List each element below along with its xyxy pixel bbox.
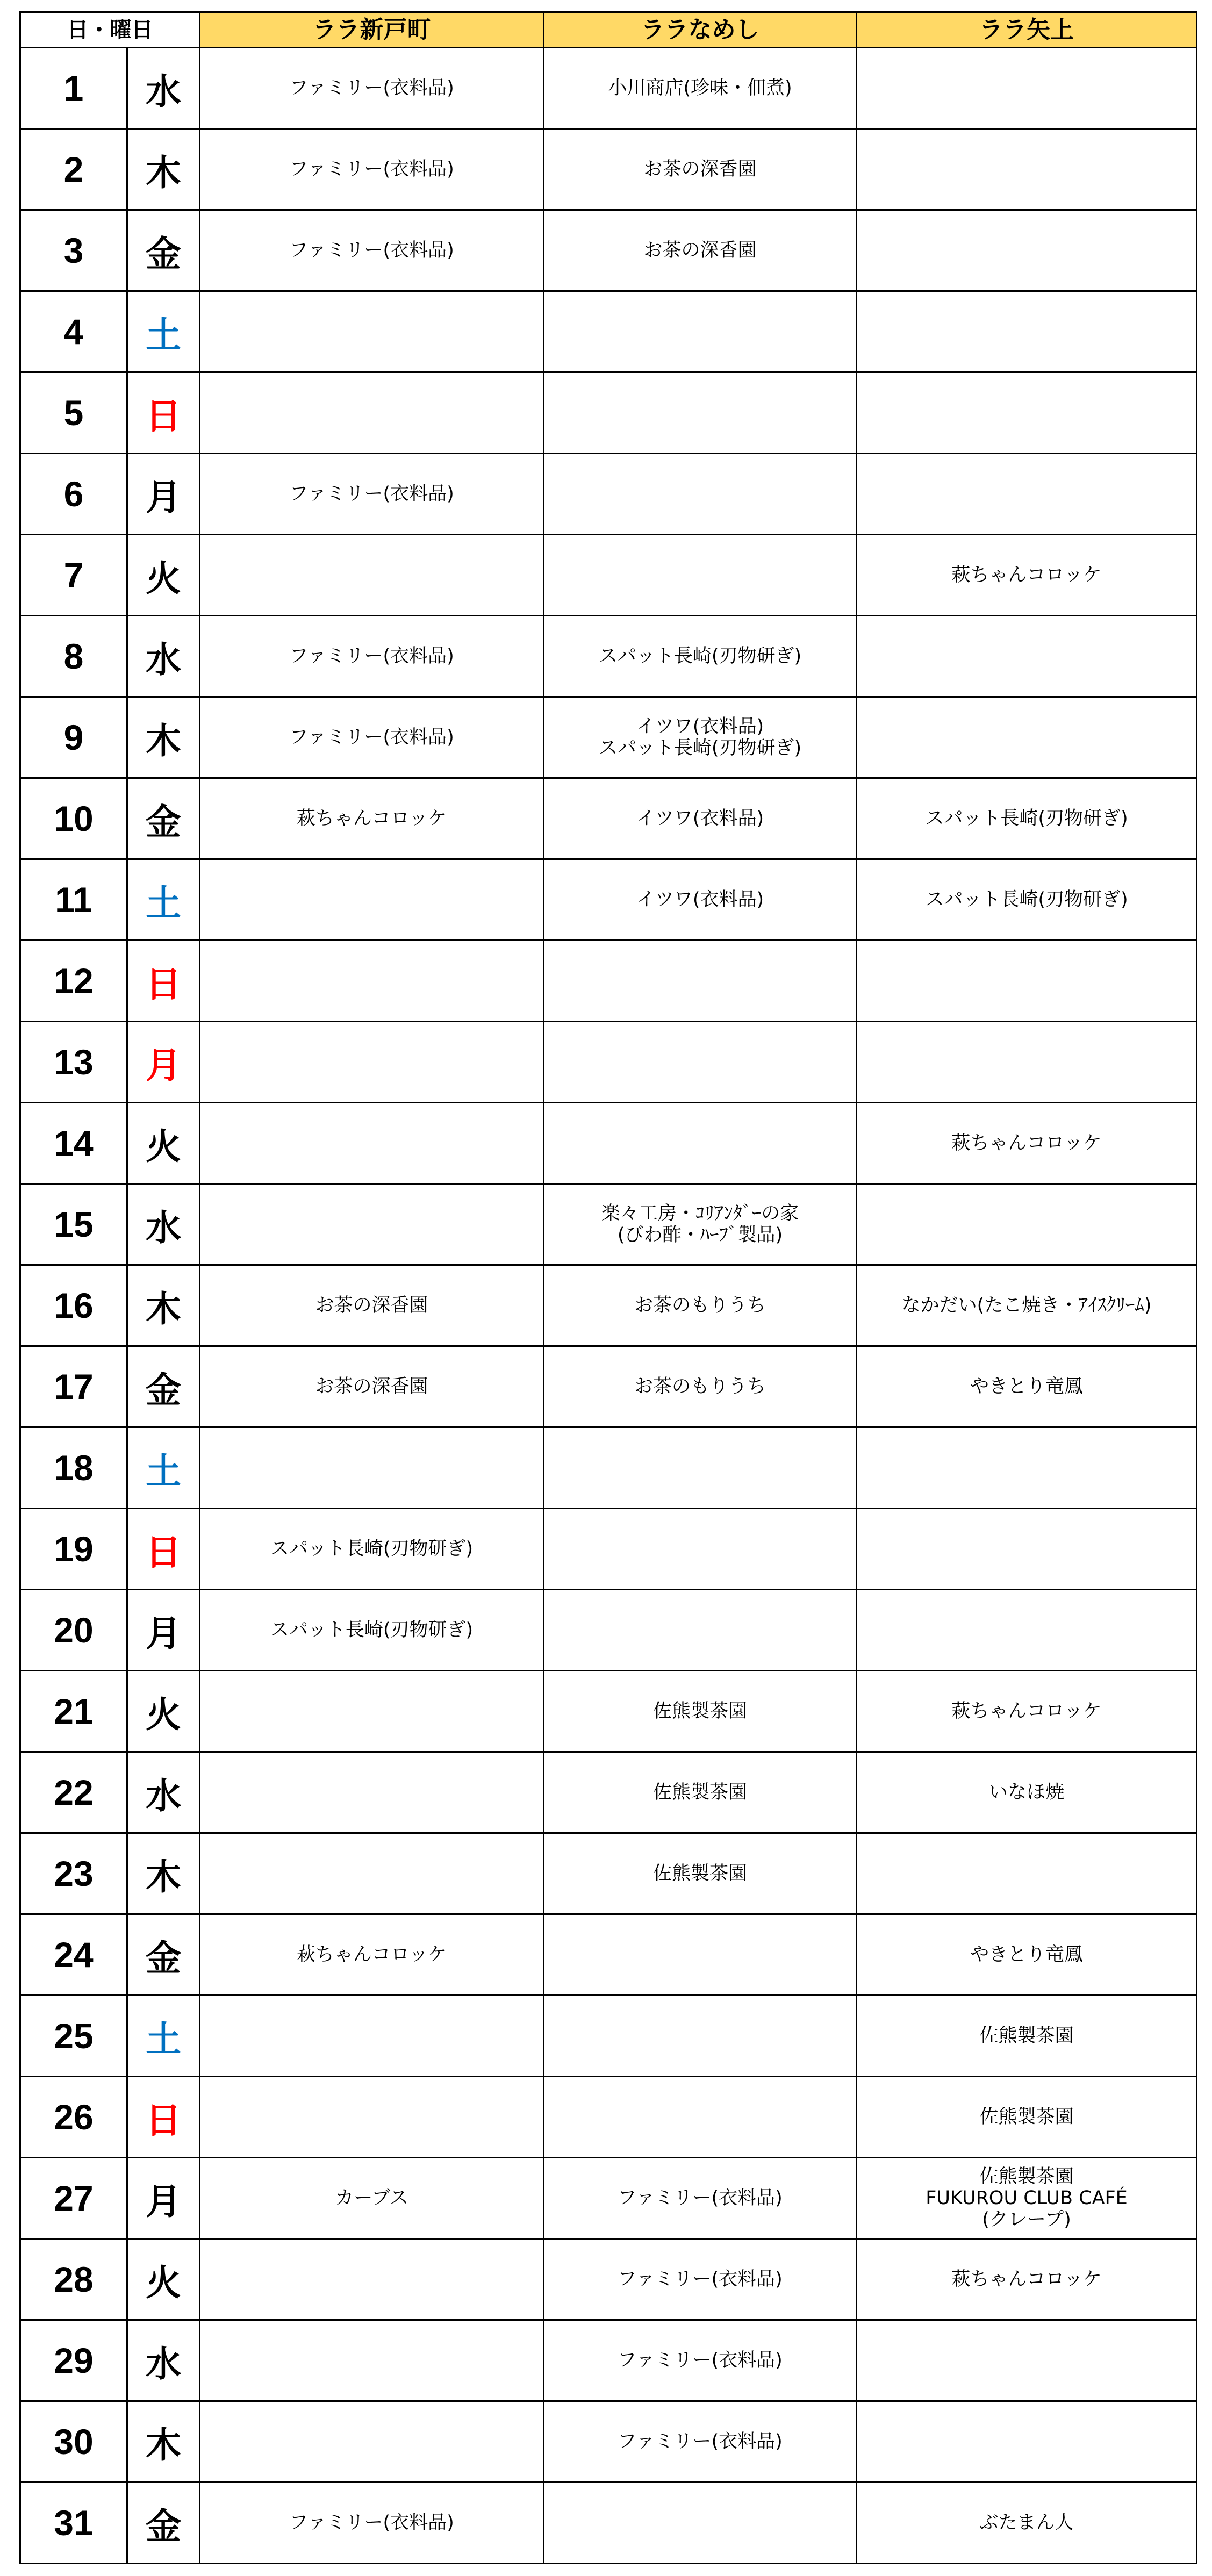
day-number: 7 (20, 535, 127, 616)
event-cell-shintomachi (200, 2320, 544, 2401)
table-row (20, 1914, 1197, 1996)
weekday-label: 木 (127, 1833, 200, 1914)
day-number: 10 (20, 778, 127, 859)
day-number: 27 (20, 2158, 127, 2239)
event-cell-shintomachi: ファミリー(衣料品) (200, 616, 544, 697)
table-row (20, 697, 1197, 778)
event-cell-nameshi (544, 1509, 857, 1590)
event-cell-shintomachi: ファミリー(衣料品) (200, 454, 544, 535)
table-row (20, 210, 1197, 291)
table-row (20, 1509, 1197, 1590)
event-cell-nameshi: 小川商店(珍味・佃煮) (544, 48, 857, 129)
day-number: 30 (20, 2401, 127, 2482)
day-number: 6 (20, 454, 127, 535)
event-cell-yagami: 佐熊製茶園 (857, 1996, 1197, 2077)
table-row (20, 1346, 1197, 1427)
day-number: 21 (20, 1671, 127, 1752)
event-cell-shintomachi (200, 2239, 544, 2320)
day-number: 18 (20, 1427, 127, 1509)
event-cell-shintomachi: 萩ちゃんコロッケ (200, 1914, 544, 1996)
table-row (20, 1671, 1197, 1752)
event-cell-nameshi: 佐熊製茶園 (544, 1833, 857, 1914)
weekday-label: 木 (127, 1265, 200, 1346)
event-cell-nameshi: イツワ(衣料品) (544, 859, 857, 941)
event-cell-shintomachi: カーブス (200, 2158, 544, 2239)
event-cell-nameshi (544, 1022, 857, 1103)
day-number: 24 (20, 1914, 127, 1996)
weekday-label: 金 (127, 1914, 200, 1996)
event-cell-nameshi: スパット長崎(刃物研ぎ) (544, 616, 857, 697)
day-number: 3 (20, 210, 127, 291)
header-row (20, 12, 1197, 48)
event-cell-yagami (857, 1427, 1197, 1509)
event-cell-yagami (857, 454, 1197, 535)
event-cell-yagami: スパット長崎(刃物研ぎ) (857, 778, 1197, 859)
table-row (20, 1752, 1197, 1833)
weekday-label: 金 (127, 2482, 200, 2564)
weekday-label: 火 (127, 2239, 200, 2320)
event-cell-nameshi: ファミリー(衣料品) (544, 2320, 857, 2401)
weekday-label: 木 (127, 2401, 200, 2482)
event-cell-nameshi: 佐熊製茶園 (544, 1752, 857, 1833)
day-number: 17 (20, 1346, 127, 1427)
day-number: 31 (20, 2482, 127, 2564)
event-cell-yagami (857, 291, 1197, 372)
table-row (20, 454, 1197, 535)
event-cell-shintomachi (200, 1184, 544, 1265)
event-cell-nameshi: お茶の深香園 (544, 129, 857, 210)
table-row (20, 1184, 1197, 1265)
table-row (20, 2401, 1197, 2482)
weekday-label: 月 (127, 1022, 200, 1103)
event-cell-yagami (857, 129, 1197, 210)
event-cell-yagami: 佐熊製茶園 FUKUROU CLUB CAFÉ (クレープ) (857, 2158, 1197, 2239)
table-row (20, 2482, 1197, 2564)
event-cell-shintomachi: ファミリー(衣料品) (200, 210, 544, 291)
event-cell-shintomachi (200, 1022, 544, 1103)
table-row (20, 372, 1197, 454)
event-cell-nameshi (544, 372, 857, 454)
weekday-label: 木 (127, 129, 200, 210)
weekday-label: 金 (127, 778, 200, 859)
weekday-label: 水 (127, 48, 200, 129)
weekday-label: 金 (127, 1346, 200, 1427)
table-row (20, 778, 1197, 859)
event-cell-nameshi (544, 1914, 857, 1996)
weekday-label: 水 (127, 1752, 200, 1833)
table-header (20, 12, 1197, 48)
event-cell-yagami (857, 616, 1197, 697)
weekday-label: 土 (127, 1427, 200, 1509)
table-row (20, 1996, 1197, 2077)
event-cell-yagami (857, 1184, 1197, 1265)
day-number: 8 (20, 616, 127, 697)
event-cell-shintomachi (200, 1833, 544, 1914)
day-number: 12 (20, 941, 127, 1022)
table-row (20, 859, 1197, 941)
table-row (20, 2077, 1197, 2158)
table-row (20, 535, 1197, 616)
event-cell-nameshi: お茶のもりうち (544, 1346, 857, 1427)
date-weekday-header: 日・曜日 (20, 12, 200, 48)
event-cell-yagami: 萩ちゃんコロッケ (857, 535, 1197, 616)
event-cell-shintomachi (200, 859, 544, 941)
table-row (20, 1427, 1197, 1509)
day-number: 20 (20, 1590, 127, 1671)
event-cell-yagami (857, 1022, 1197, 1103)
event-cell-yagami: 佐熊製茶園 (857, 2077, 1197, 2158)
event-cell-yagami: いなほ焼 (857, 1752, 1197, 1833)
day-number: 26 (20, 2077, 127, 2158)
event-cell-shintomachi: ファミリー(衣料品) (200, 697, 544, 778)
table-row (20, 1022, 1197, 1103)
event-cell-nameshi (544, 1590, 857, 1671)
event-cell-nameshi: ファミリー(衣料品) (544, 2158, 857, 2239)
weekday-label: 日 (127, 372, 200, 454)
weekday-label: 火 (127, 1671, 200, 1752)
event-cell-shintomachi (200, 2401, 544, 2482)
table-row (20, 291, 1197, 372)
weekday-label: 金 (127, 210, 200, 291)
event-cell-nameshi: お茶のもりうち (544, 1265, 857, 1346)
event-cell-shintomachi (200, 372, 544, 454)
table-row (20, 2320, 1197, 2401)
event-cell-shintomachi: ファミリー(衣料品) (200, 2482, 544, 2564)
table-row (20, 1265, 1197, 1346)
day-number: 23 (20, 1833, 127, 1914)
weekday-label: 水 (127, 2320, 200, 2401)
event-cell-shintomachi (200, 1103, 544, 1184)
day-number: 22 (20, 1752, 127, 1833)
event-cell-nameshi (544, 2482, 857, 2564)
event-cell-yagami (857, 1833, 1197, 1914)
weekday-label: 木 (127, 697, 200, 778)
day-number: 11 (20, 859, 127, 941)
event-cell-yagami (857, 2320, 1197, 2401)
table-row (20, 1103, 1197, 1184)
day-number: 19 (20, 1509, 127, 1590)
event-cell-shintomachi: スパット長崎(刃物研ぎ) (200, 1509, 544, 1590)
day-number: 9 (20, 697, 127, 778)
event-cell-shintomachi: スパット長崎(刃物研ぎ) (200, 1590, 544, 1671)
day-number: 28 (20, 2239, 127, 2320)
day-number: 4 (20, 291, 127, 372)
table-row (20, 616, 1197, 697)
day-number: 13 (20, 1022, 127, 1103)
event-cell-yagami: やきとり竜鳳 (857, 1914, 1197, 1996)
schedule-body (20, 48, 1197, 2564)
event-cell-shintomachi (200, 1752, 544, 1833)
event-cell-nameshi (544, 1996, 857, 2077)
event-cell-yagami: なかだい(たこ焼き・ｱｲｽｸﾘｰﾑ) (857, 1265, 1197, 1346)
weekday-label: 土 (127, 859, 200, 941)
event-cell-nameshi: イツワ(衣料品) (544, 778, 857, 859)
event-cell-shintomachi: ファミリー(衣料品) (200, 48, 544, 129)
store-header-yagami: ララ矢上 (857, 12, 1197, 48)
table-row (20, 1590, 1197, 1671)
event-cell-nameshi (544, 1103, 857, 1184)
day-number: 29 (20, 2320, 127, 2401)
event-cell-yagami (857, 941, 1197, 1022)
event-cell-shintomachi (200, 291, 544, 372)
event-cell-nameshi (544, 1427, 857, 1509)
weekday-label: 日 (127, 941, 200, 1022)
table-row (20, 129, 1197, 210)
event-cell-shintomachi (200, 1427, 544, 1509)
weekday-label: 月 (127, 2158, 200, 2239)
event-cell-yagami (857, 48, 1197, 129)
weekday-label: 水 (127, 1184, 200, 1265)
event-cell-yagami: 萩ちゃんコロッケ (857, 1103, 1197, 1184)
event-cell-shintomachi (200, 535, 544, 616)
event-cell-yagami (857, 210, 1197, 291)
weekday-label: 土 (127, 291, 200, 372)
weekday-label: 火 (127, 535, 200, 616)
day-number: 5 (20, 372, 127, 454)
store-header-nameshi: ララなめし (544, 12, 857, 48)
table-row (20, 48, 1197, 129)
weekday-label: 水 (127, 616, 200, 697)
event-cell-yagami: 萩ちゃんコロッケ (857, 2239, 1197, 2320)
event-cell-nameshi (544, 454, 857, 535)
day-number: 2 (20, 129, 127, 210)
day-number: 15 (20, 1184, 127, 1265)
event-cell-nameshi (544, 291, 857, 372)
event-cell-shintomachi (200, 1671, 544, 1752)
event-cell-nameshi: 佐熊製茶園 (544, 1671, 857, 1752)
weekday-label: 土 (127, 1996, 200, 2077)
day-number: 14 (20, 1103, 127, 1184)
event-cell-nameshi (544, 2077, 857, 2158)
weekday-label: 日 (127, 2077, 200, 2158)
store-header-shintomachi: ララ新戸町 (200, 12, 544, 48)
event-cell-nameshi: お茶の深香園 (544, 210, 857, 291)
event-cell-shintomachi (200, 941, 544, 1022)
event-cell-yagami: 萩ちゃんコロッケ (857, 1671, 1197, 1752)
event-cell-yagami: ぶたまん人 (857, 2482, 1197, 2564)
table-row (20, 941, 1197, 1022)
event-cell-shintomachi (200, 2077, 544, 2158)
event-cell-yagami (857, 1509, 1197, 1590)
event-cell-nameshi: イツワ(衣料品) スパット長崎(刃物研ぎ) (544, 697, 857, 778)
event-schedule-sheet (19, 11, 1196, 2564)
table-row (20, 2158, 1197, 2239)
day-number: 25 (20, 1996, 127, 2077)
event-cell-nameshi: 楽々工房・ｺﾘｱﾝﾀﾞｰの家 (びわ酢・ﾊｰﾌﾞ製品) (544, 1184, 857, 1265)
day-number: 16 (20, 1265, 127, 1346)
weekday-label: 月 (127, 1590, 200, 1671)
event-cell-yagami (857, 1590, 1197, 1671)
table-row (20, 2239, 1197, 2320)
event-cell-shintomachi: 萩ちゃんコロッケ (200, 778, 544, 859)
event-cell-shintomachi (200, 1996, 544, 2077)
table-row (20, 1833, 1197, 1914)
event-cell-nameshi: ファミリー(衣料品) (544, 2401, 857, 2482)
event-cell-yagami: やきとり竜鳳 (857, 1346, 1197, 1427)
event-cell-nameshi: ファミリー(衣料品) (544, 2239, 857, 2320)
weekday-label: 日 (127, 1509, 200, 1590)
event-cell-yagami (857, 2401, 1197, 2482)
day-number: 1 (20, 48, 127, 129)
schedule-table (19, 11, 1197, 2564)
event-cell-shintomachi: ファミリー(衣料品) (200, 129, 544, 210)
event-cell-shintomachi: お茶の深香園 (200, 1346, 544, 1427)
event-cell-nameshi (544, 941, 857, 1022)
event-cell-nameshi (544, 535, 857, 616)
weekday-label: 火 (127, 1103, 200, 1184)
event-cell-yagami (857, 372, 1197, 454)
event-cell-yagami (857, 697, 1197, 778)
event-cell-shintomachi: お茶の深香園 (200, 1265, 544, 1346)
weekday-label: 月 (127, 454, 200, 535)
event-cell-yagami: スパット長崎(刃物研ぎ) (857, 859, 1197, 941)
